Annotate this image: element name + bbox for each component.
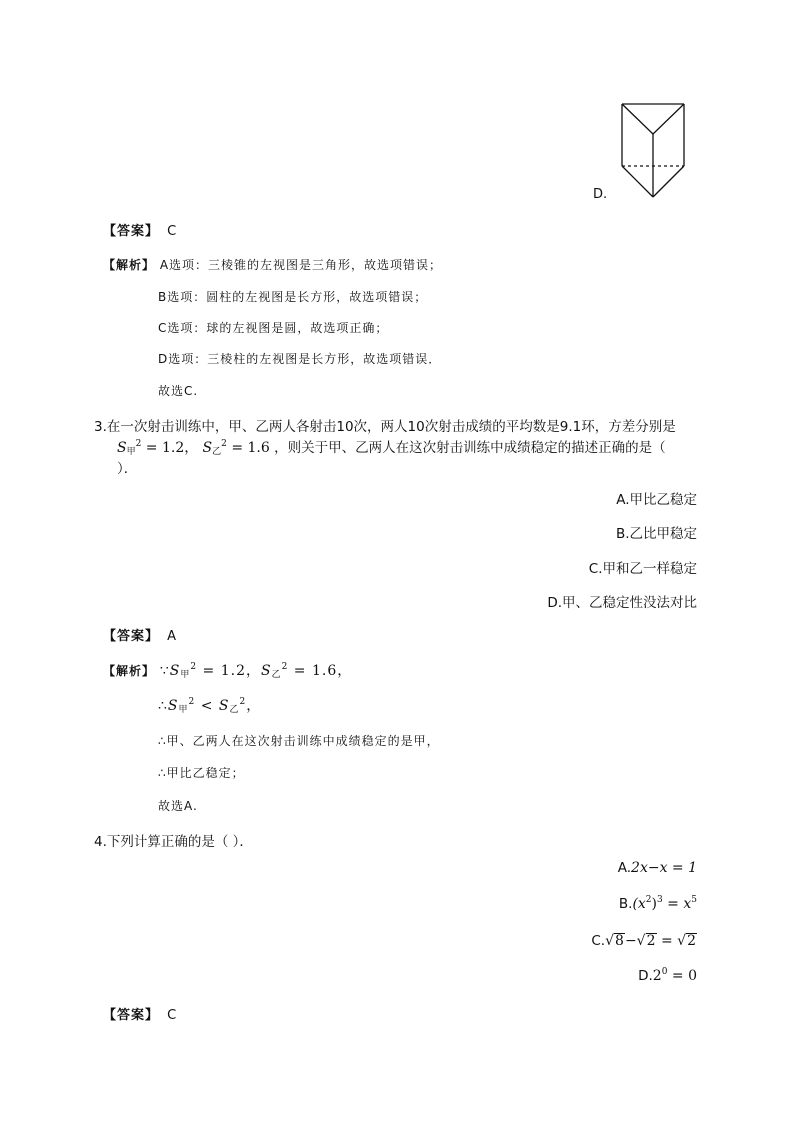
q2-analysis-line-1 xyxy=(103,256,442,273)
q4-option-b: $B.(x^2)^3 = x^5$ xyxy=(618,895,697,912)
q4-option-c: C.√8−√2 = √2 xyxy=(591,933,696,949)
q3-answer xyxy=(103,625,176,644)
q2-analysis-line-2: B选项：圆柱的左视图是长方形，故选项错误； xyxy=(158,290,428,304)
variance-yi: $S_乙^2 = 1.6$ xyxy=(202,439,270,457)
prism-top-left-diag xyxy=(622,104,653,134)
q4-option-a: A.2x−x = 1 xyxy=(617,860,697,876)
q3-analysis-line-2: $\therefore S_甲^2 < S_乙^2$， xyxy=(158,697,262,715)
q3-stem-line-2 xyxy=(117,436,666,457)
q3-option-b: B.乙比甲稳定 xyxy=(615,526,697,542)
q3-option-a: A.甲比乙稳定 xyxy=(616,492,697,508)
triangular-prism-figure xyxy=(618,100,690,202)
q4-answer xyxy=(103,1004,176,1023)
q2-analysis-line-4: D选项：三棱柱的左视图是长方形，故选项错误． xyxy=(158,352,442,366)
q3-analysis-line-3: ∴甲、乙两人在这次射击训练中成绩稳定的是甲， xyxy=(158,734,440,748)
q3-analysis-line-4: ∴甲比乙稳定； xyxy=(158,766,245,780)
q3-stem-line-1: 3.在一次射击训练中，甲、乙两人各射击10次，两人10次射击成绩的平均数是9.1环，方差分别是 xyxy=(94,419,676,435)
q3-analysis-line-1 xyxy=(103,660,352,680)
answer-tag: 【答案】 xyxy=(103,1008,160,1023)
q3-option-d: D.甲、乙稳定性没法对比 xyxy=(547,595,697,611)
q3-stem-tail: ，则关于甲、乙两人在这次射击训练中成绩稳定的描述正确的是（ xyxy=(274,440,666,456)
q3-stem-line-3: ）． xyxy=(117,461,138,477)
answer-tag: 【答案】 xyxy=(103,224,160,239)
answer-value: C xyxy=(167,224,177,239)
q2-analysis-line-3: C选项：球的左视图是圆，故选项正确； xyxy=(158,321,389,335)
prism-bottom-right-diag xyxy=(653,166,684,197)
q2-analysis-line-5: 故选C. xyxy=(158,384,199,398)
analysis-text: A选项：三棱锥的左视图是三角形，故选项错误； xyxy=(159,258,443,272)
q4-option-d: $D.2^0 = 0$ xyxy=(638,967,697,984)
because-expression: $\because S_甲^2 = 1.2$，$S_乙^2 = 1.6$， xyxy=(159,662,353,680)
answer-value: A xyxy=(167,629,177,644)
answer-tag: 【答案】 xyxy=(103,629,160,644)
prism-option-label: D. xyxy=(593,187,608,202)
analysis-tag: 【解析】 xyxy=(103,258,156,272)
variance-jia: $S_甲^2 = 1.2$， xyxy=(117,439,199,457)
q3-option-c: C.甲和乙一样稳定 xyxy=(588,561,697,577)
prism-bottom-left-diag xyxy=(622,166,653,197)
q4-stem: 4.下列计算正确的是（ ）． xyxy=(94,834,253,850)
q2-answer xyxy=(103,220,176,239)
analysis-tag: 【解析】 xyxy=(103,664,156,678)
prism-top-right-diag xyxy=(653,104,684,134)
q3-analysis-line-5: 故选A. xyxy=(158,799,198,813)
answer-value: C xyxy=(167,1008,177,1023)
